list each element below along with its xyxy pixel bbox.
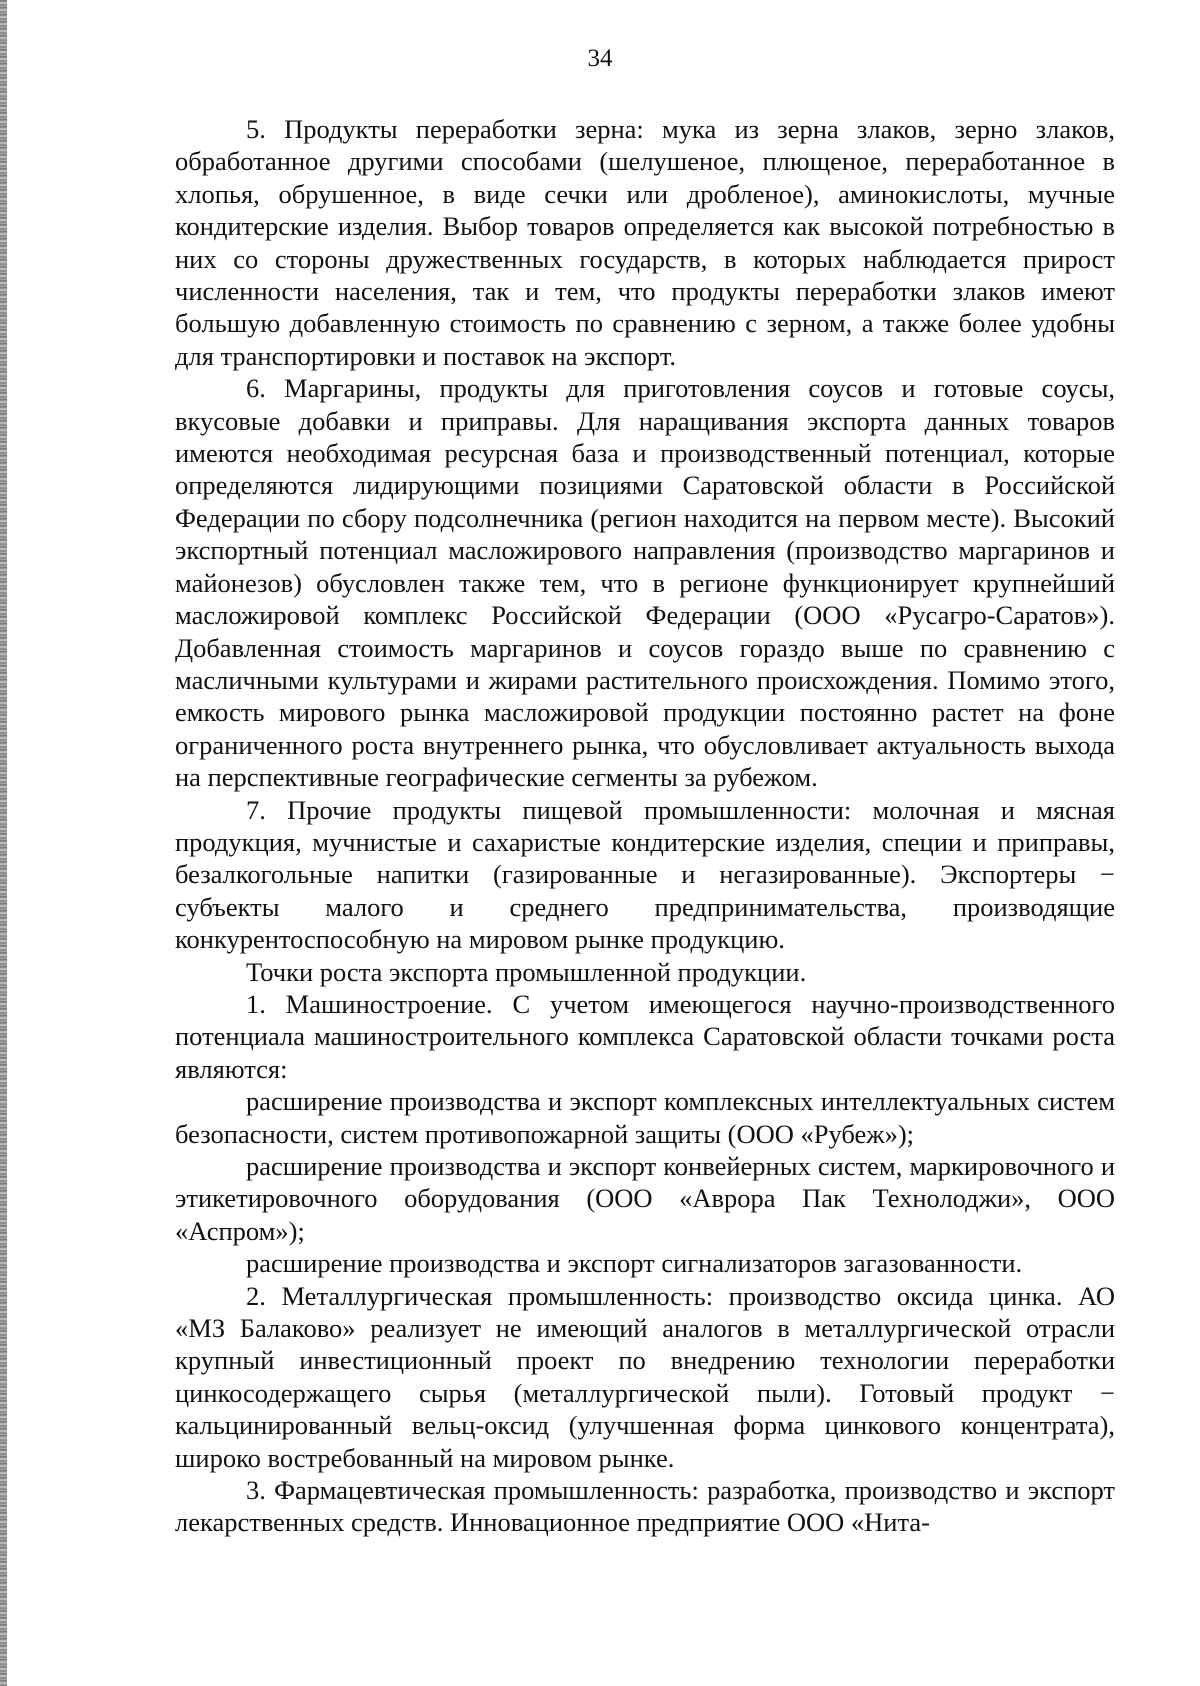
page-number: 34 xyxy=(587,45,613,72)
scan-border xyxy=(0,0,7,1686)
paragraph-other-food-products: 7. Прочие продукты пищевой промышленности: молочная и мясная продукция, мучнистые и сахаристые кондитерские изделия, специи и приправы, безалкогольные напитки (газированные и негазированные). Экспортеры − субъекты малого и среднего предпринимательства, производящие конкурентоспособную на мировом рынке продукцию. xyxy=(175,794,1115,955)
document-body xyxy=(175,113,1115,1539)
paragraph-margarines-sauces: 6. Маргарины, продукты для приготовления соусов и готовые соусы, вкусовые добавки и приправы. Для наращивания экспорта данных товаров имеются необходимая ресурсная база и производственный потенциал, которые определяются лидирующими позициями Саратовской области в Российской Федерации по сбору подсолнечника (регион находится на первом месте). Высокий экспортный потенциал масложирового направления (производство маргаринов и майонезов) обусловлен также тем, что в регионе функционирует крупнейший масложировой комплекс Российской Федерации (ООО «Русагро-Саратов»). Добавленная стоимость маргаринов и соусов гораздо выше по сравнению с масличными культурами и жирами растительного происхождения. Помимо этого, емкость мирового рынка масложировой продукции постоянно растет на фоне ограниченного роста внутреннего рынка, что обусловливает актуальность выхода на перспективные географические сегменты за рубежом. xyxy=(175,373,1115,793)
paragraph-metallurgy: 2. Металлургическая промышленность: производство оксида цинка. АО «МЗ Балаково» реализует не имеющий аналогов в металлургической отрасли крупный инвестиционный проект по внедрению технологии переработки цинкосодержащего сырья (металлургической пыли). Готовый продукт − кальцинированный вельц-оксид (улучшенная форма цинкового концентрата), широко востребованный на мировом рынке. xyxy=(175,1280,1115,1473)
paragraph-security-systems: расширение производства и экспорт комплексных интеллектуальных систем безопасности, систем противопожарной защиты (ООО «Рубеж»); xyxy=(175,1086,1115,1149)
paragraph-grain-products: 5. Продукты переработки зерна: мука из зерна злаков, зерно злаков, обработанное другими способами (шелушеное, плющеное, переработанное в хлопья, обрушенное, в виде сечки или дробленое), аминокислоты, мучные кондитерские изделия. Выбор товаров определяется как высокой потребностью в них со стороны дружественных государств, в которых наблюдается прирост численности населения, так и тем, что продукты переработки злаков имеют большую добавленную стоимость по сравнению с зерном, а также более удобны для транспортировки и поставок на экспорт. xyxy=(175,114,1115,371)
paragraph-pharmaceutical: 3. Фармацевтическая промышленность: разработка, производство и экспорт лекарственных средств. Инновационное предприятие ООО «Нита- xyxy=(175,1475,1115,1538)
paragraph-machine-building: 1. Машиностроение. С учетом имеющегося научно-производственного потенциала машиностроительного комплекса Саратовской области точками роста являются: xyxy=(175,988,1115,1084)
paragraph-gas-detectors: расширение производства и экспорт сигнализаторов загазованности. xyxy=(246,1248,1023,1279)
paragraph-industrial-growth-heading: Точки роста экспорта промышленной продукции. xyxy=(246,956,807,987)
paragraph-conveyor-systems: расширение производства и экспорт конвейерных систем, маркировочного и этикетировочного оборудования (ООО «Аврора Пак Технолоджи», ООО «Аспром»); xyxy=(175,1151,1115,1246)
